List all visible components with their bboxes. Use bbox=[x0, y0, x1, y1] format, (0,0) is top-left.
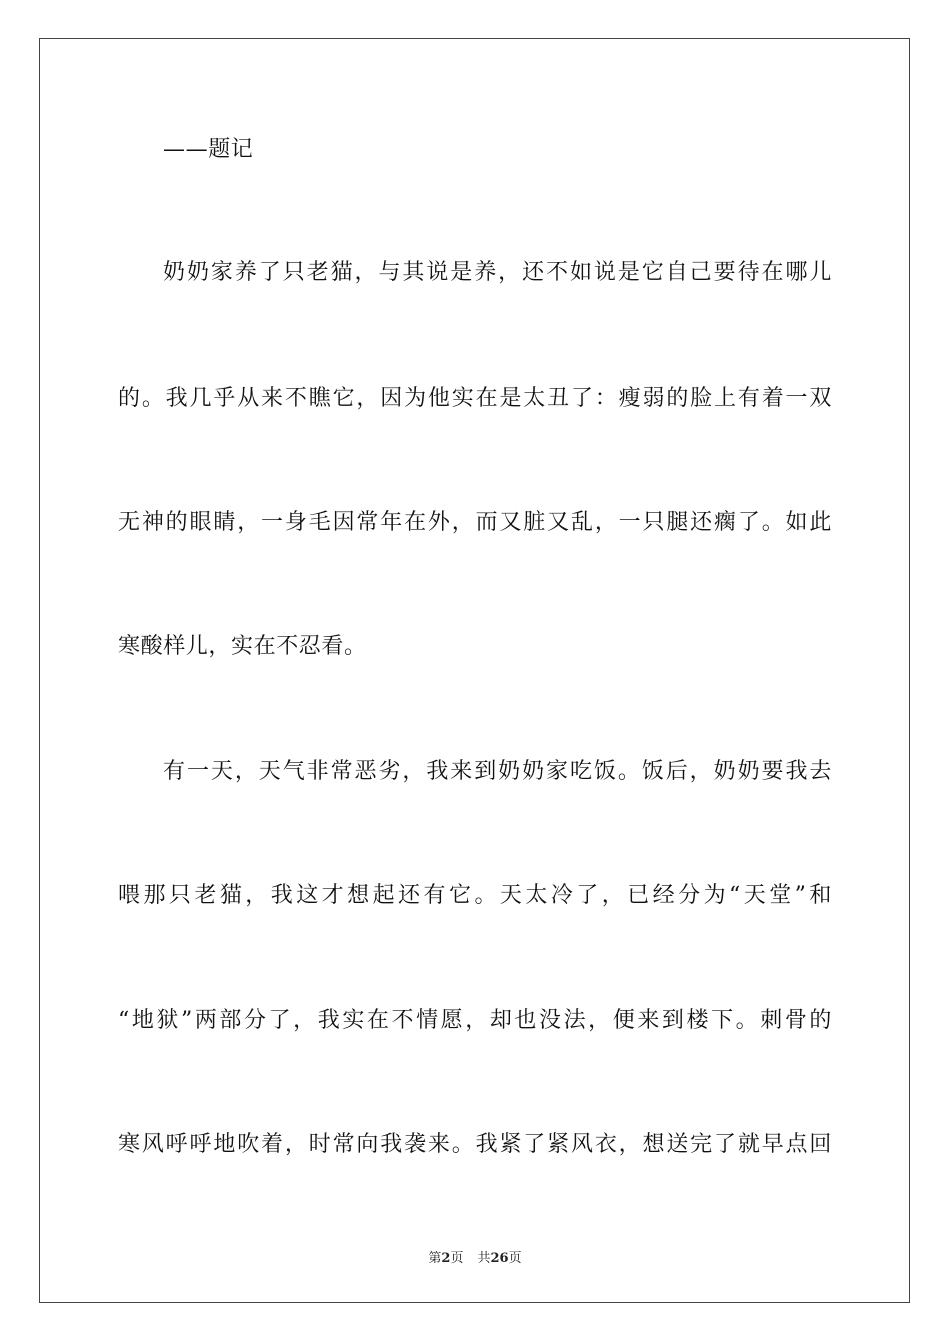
total-unit: 页 bbox=[508, 1251, 522, 1266]
page-number: 2 bbox=[441, 1251, 451, 1266]
paragraph-line: “地狱”两部分了，我实在不情愿，却也没法，便来到楼下。刺骨的 bbox=[118, 1008, 832, 1033]
page-border bbox=[39, 38, 910, 1303]
page-unit: 页 bbox=[450, 1251, 464, 1266]
paragraph-line: 寒酸样儿，实在不忍看。 bbox=[118, 634, 367, 659]
paragraph-line: 奶奶家养了只老猫，与其说是养，还不如说是它自己要待在哪儿 bbox=[163, 260, 832, 285]
paragraph-line: 有一天，天气非常恶劣，我来到奶奶家吃饭。饭后，奶奶要我去 bbox=[163, 759, 832, 784]
epigraph-attribution: ——题记 bbox=[163, 137, 254, 162]
page-prefix: 第 bbox=[428, 1251, 442, 1266]
paragraph-line: 无神的眼睛，一身毛因常年在外，而又脏又乱，一只腿还瘸了。如此 bbox=[118, 510, 832, 535]
paragraph-line: 喂那只老猫，我这才想起还有它。天太冷了，已经分为“天堂”和 bbox=[118, 883, 832, 908]
page-footer bbox=[0, 1247, 950, 1266]
total-prefix: 共 bbox=[477, 1251, 491, 1266]
paragraph-line: 寒风呼呼地吹着，时常向我袭来。我紧了紧风衣，想送完了就早点回 bbox=[118, 1132, 832, 1157]
total-pages: 26 bbox=[490, 1251, 509, 1266]
paragraph-line: 的。我几乎从来不瞧它，因为他实在是太丑了：瘦弱的脸上有着一双 bbox=[118, 386, 832, 411]
